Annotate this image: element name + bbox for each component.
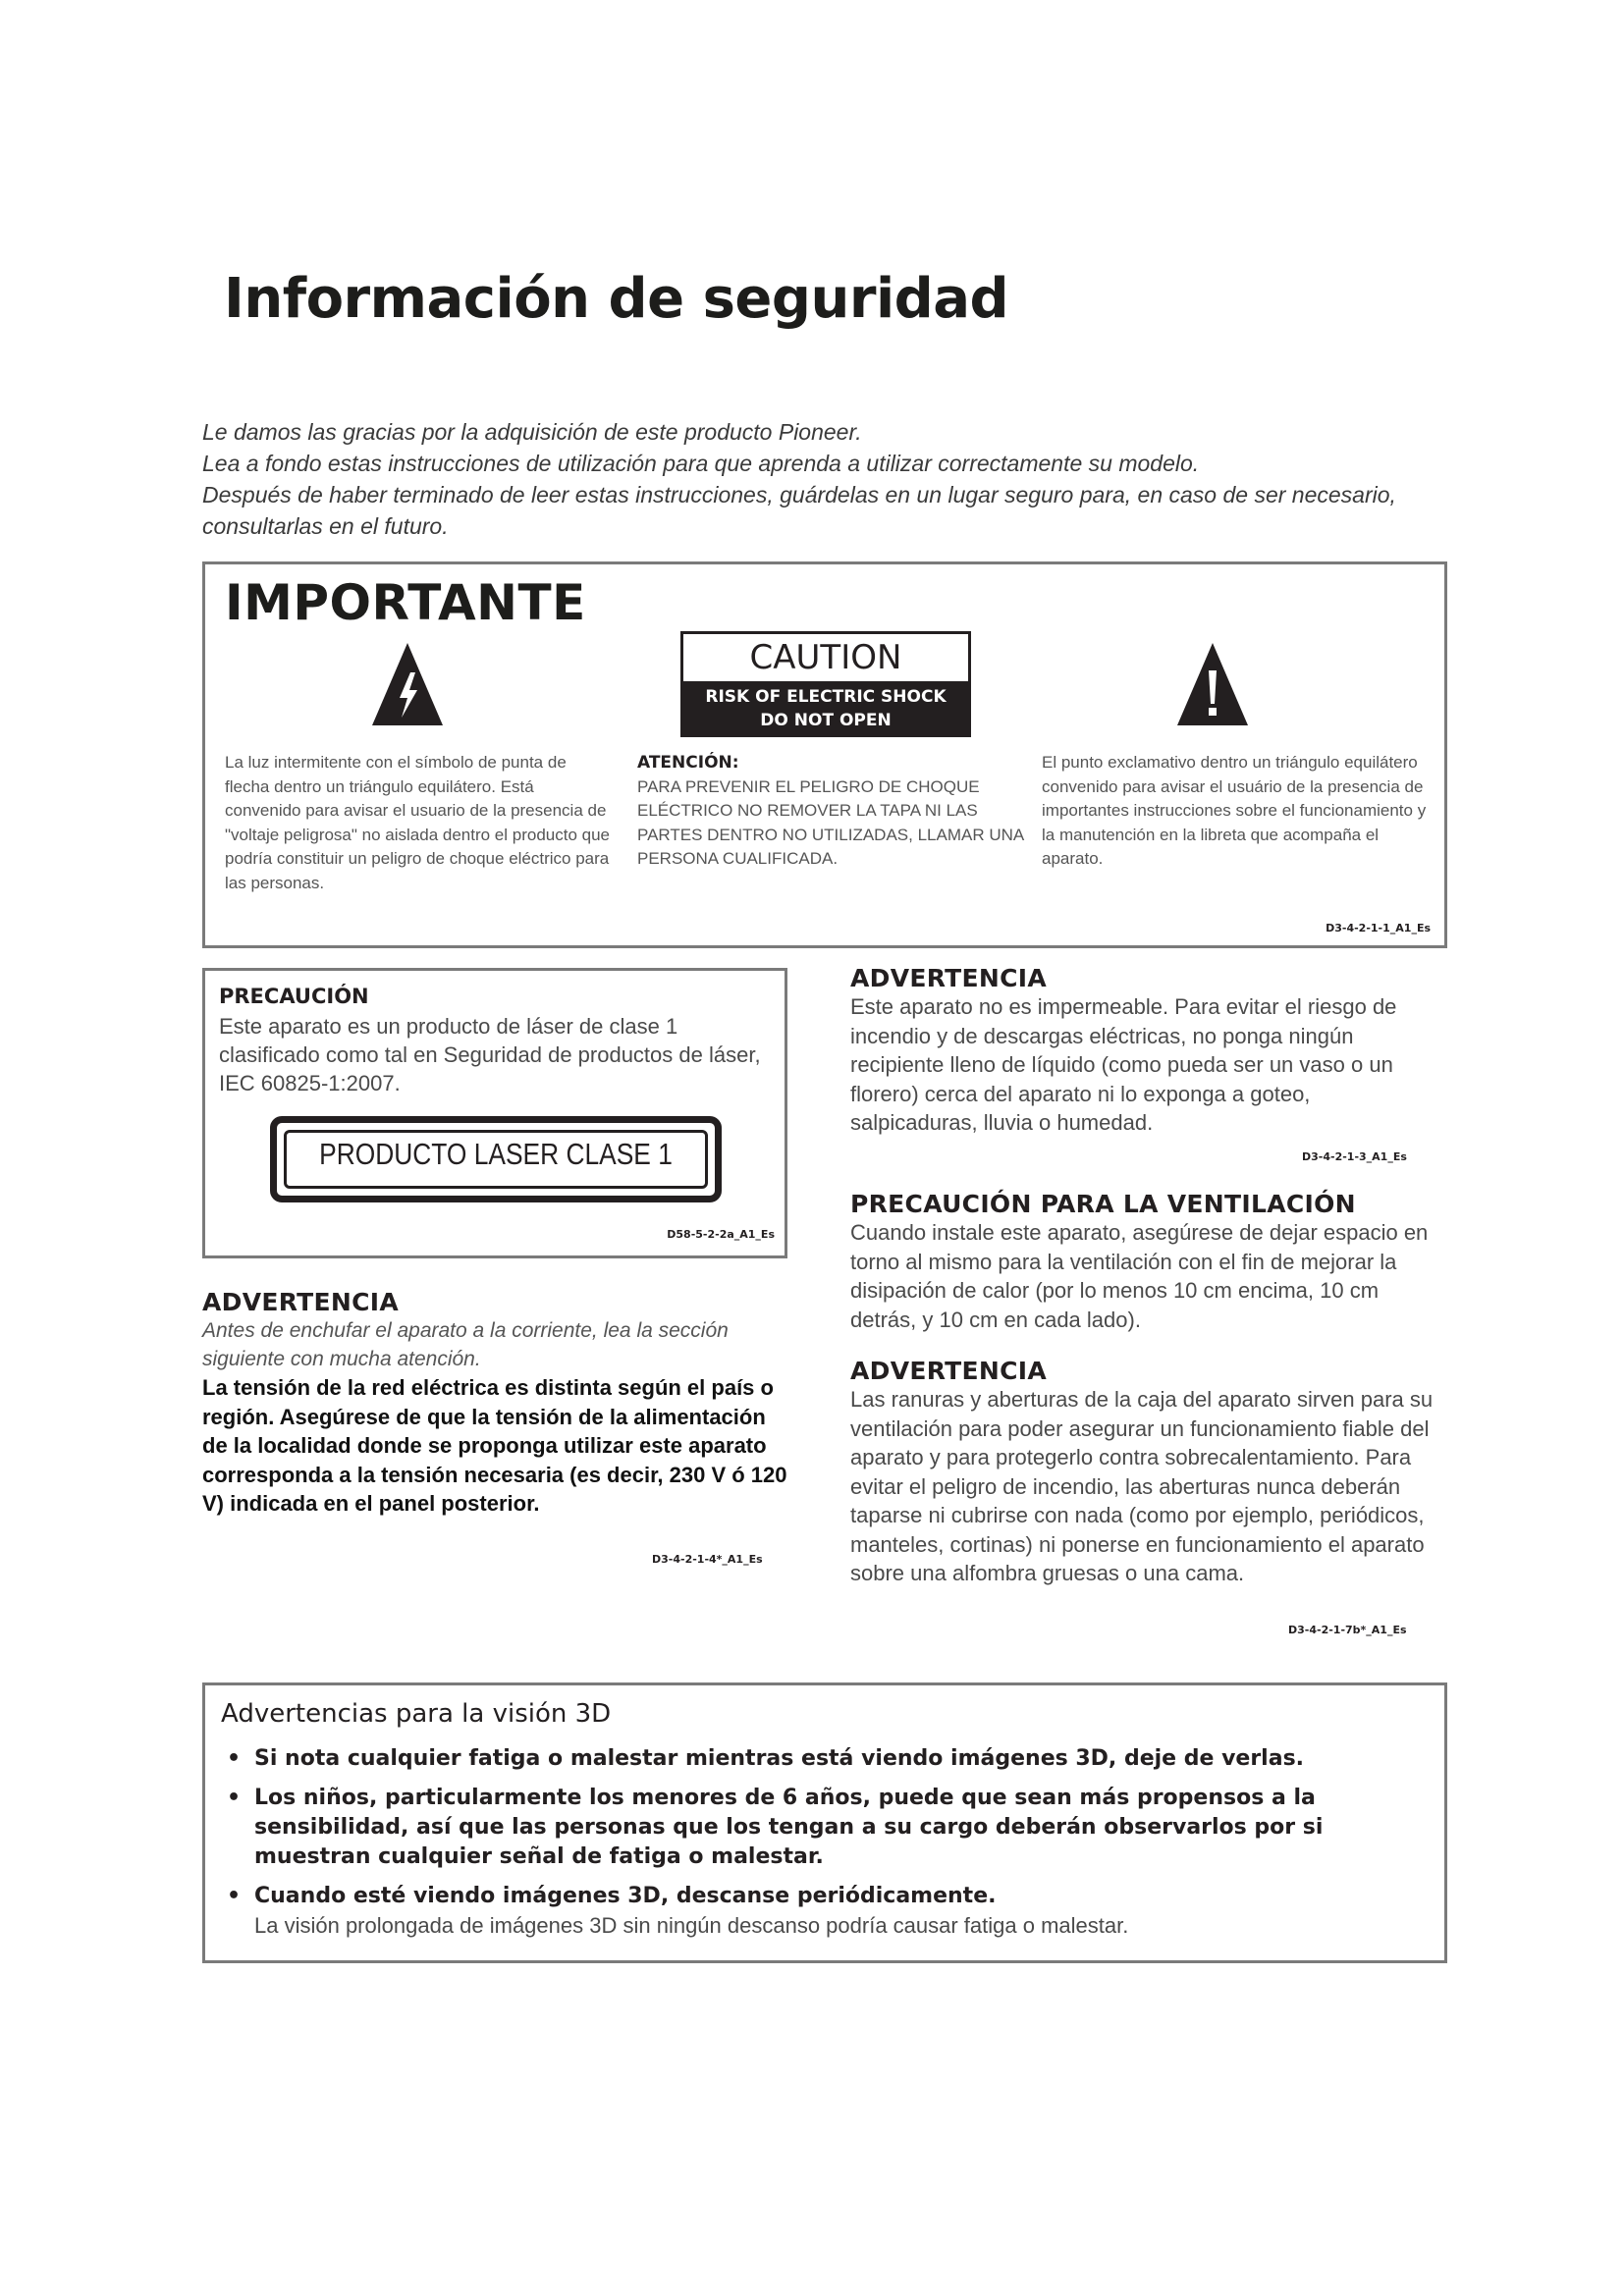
laser-class-text: PRODUCTO LASER CLASE 1 <box>319 1137 673 1171</box>
bullet: • <box>227 1884 242 1908</box>
advertencia-openings-text: Las ranuras y aberturas de la caja del aparato sirven para su ventilación para poder asegurar un funcionamiento fiable del aparato y para protegerlo contra sobrecalentamiento. Para evitar el peligro de incendio, las aberturas nunca deberán taparse ni cubrirse con nada (como por ejemplo, periódicos, manteles, cortinas) ni ponerse en funcionamiento el aparato sobre una alfombra gruesas o una cama. <box>850 1387 1434 1585</box>
advertencia-water-text: Este aparato no es impermeable. Para evitar el riesgo de incendio y de descargas eléctricas, no ponga ningún recipiente lleno de líquido (como pueda ser un vaso o un florero) cerca del aparato ni lo exponga a goteo, salpicaduras, lluvia o humedad. <box>850 994 1397 1135</box>
list-item <box>217 1744 1435 1774</box>
exclamation-warning-icon <box>1175 641 1250 727</box>
ventilacion-heading: PRECAUCIÓN PARA LA VENTILACIÓN <box>850 1190 1356 1218</box>
advertencia-water <box>850 964 1439 1138</box>
advertencia-voltage-text: La tensión de la red eléctrica es distinta según el país o región. Asegúrese de que la tensión de la alimentación de la localidad donde se proponga utilizar este aparato corresponda a la tensión necesaria (es decir, 230 V ó 120 V) indicada en el panel posterior. <box>202 1375 787 1516</box>
ventilacion-section <box>850 1190 1439 1334</box>
list-item <box>217 1882 1435 1941</box>
lightning-warning-icon <box>370 641 445 727</box>
importante-box <box>202 561 1447 948</box>
intro-line: Lea a fondo estas instrucciones de utilización para que aprenda a utilizar correctamente su modelo. <box>202 451 1200 476</box>
exclamation-description: El punto exclamativo dentro un triángulo equilátero convenido para avisar el usuário de la presencia de importantes instrucciones sobre el funcionamiento y la manutención en la libreta que acompaña el aparato. <box>1042 753 1427 869</box>
list-item <box>217 1784 1435 1872</box>
intro-line: Le damos las gracias por la adquisición de este producto Pioneer. <box>202 419 862 445</box>
doc-code: D3-4-2-1-7b*_A1_Es <box>1288 1624 1407 1636</box>
advertencia-heading: ADVERTENCIA <box>850 964 1048 992</box>
ventilacion-text: Cuando instale este aparato, asegúrese de dejar espacio en torno al mismo para la ventilación con el fin de mejorar la disipación de calor (por lo menos 10 cm encima, 10 cm detrás, y 10 cm en cada lado). <box>850 1220 1429 1332</box>
advertencia-heading: ADVERTENCIA <box>850 1357 1048 1385</box>
importante-heading: IMPORTANTE <box>225 574 586 631</box>
list-item-text: Si nota cualquier fatiga o malestar mientras está viendo imágenes 3D, deje de verlas. <box>254 1746 1305 1771</box>
vision-3d-box <box>202 1682 1447 1963</box>
intro-line: consultarlas en el futuro. <box>202 513 449 539</box>
list-item-text: Los niños, particularmente los menores de 6 años, puede que sean más propensos a la sensibilidad, así que las personas que los tengan a su cargo deberán observarlos por si muestran cualquier señal de fatiga o malestar. <box>254 1786 1324 1869</box>
vision-3d-heading: Advertencias para la visión 3D <box>221 1699 612 1729</box>
list-item-text: Cuando esté viendo imágenes 3D, descanse periódicamente. <box>254 1884 997 1908</box>
atencion-block <box>637 751 1040 872</box>
caution-line-1: RISK OF ELECTRIC SHOCK <box>705 687 947 707</box>
laser-class-label <box>270 1116 722 1202</box>
bullet: • <box>227 1746 242 1771</box>
caution-title: CAUTION <box>683 634 968 681</box>
bullet: • <box>227 1786 242 1810</box>
page-title: Información de seguridad <box>224 267 1009 331</box>
vision-3d-list <box>217 1744 1435 1950</box>
doc-code: D3-4-2-1-4*_A1_Es <box>652 1553 763 1566</box>
caution-label <box>680 631 971 737</box>
advertencia-intro: Antes de enchufar el aparato a la corriente, lea la sección siguiente con mucha atención. <box>202 1319 729 1370</box>
list-item-note: La visión prolongada de imágenes 3D sin ningún descanso podría causar fatiga o malestar. <box>254 1913 1129 1938</box>
advertencia-voltage <box>202 1288 791 1519</box>
caution-line-2: DO NOT OPEN <box>760 711 892 730</box>
atencion-label: ATENCIÓN: <box>637 753 739 773</box>
intro-paragraph <box>202 416 1449 542</box>
doc-code: D3-4-2-1-3_A1_Es <box>1302 1150 1407 1163</box>
precaucion-heading: PRECAUCIÓN <box>219 985 369 1008</box>
intro-line: Después de haber terminado de leer estas instrucciones, guárdelas en un lugar seguro para, en caso de ser necesario, <box>202 482 1396 507</box>
doc-code: D58-5-2-2a_A1_Es <box>667 1228 775 1241</box>
lightning-description: La luz intermitente con el símbolo de punta de flecha dentro un triángulo equilátero. Está convenido para avisar el usuario de la presencia de "voltaje peligrosa" no aislada dentro el producto que podría constituir un peligro de choque eléctrico para las personas. <box>225 753 610 892</box>
atencion-text: PARA PREVENIR EL PELIGRO DE CHOQUE ELÉCTRICO NO REMOVER LA TAPA NI LAS PARTES DENTRO NO UTILIZADAS, LLAMAR UNA PERSONA CUALIFICADA. <box>637 776 1024 869</box>
doc-code: D3-4-2-1-1_A1_Es <box>1326 922 1431 934</box>
precaucion-box <box>202 968 787 1258</box>
advertencia-heading: ADVERTENCIA <box>202 1288 400 1316</box>
advertencia-openings <box>850 1357 1439 1588</box>
precaucion-text: Este aparato es un producto de láser de clase 1 clasificado como tal en Seguridad de productos de láser, IEC 60825-1:2007. <box>219 1014 761 1095</box>
